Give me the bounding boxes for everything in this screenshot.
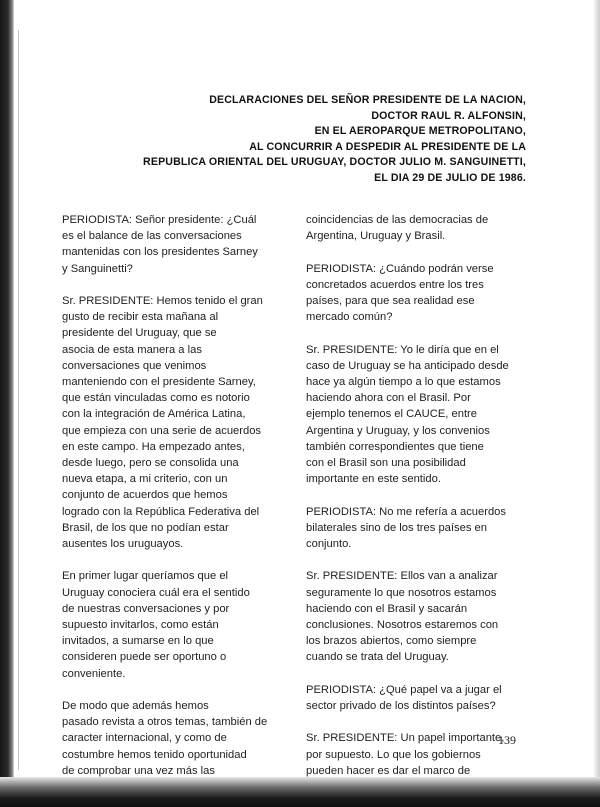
- right-text-column: [306, 212, 526, 795]
- text-line: conveniente.: [62, 667, 126, 680]
- text-line: mercado común?: [306, 311, 393, 324]
- paragraph: [306, 730, 526, 779]
- paragraph: [306, 504, 526, 553]
- text-line: presidente del Uruguay, que se: [62, 327, 217, 340]
- text-line: PERIODISTA: ¿Qué papel va a jugar el: [306, 683, 502, 696]
- text-line: De modo que además hemos: [62, 700, 209, 713]
- paragraph: [62, 568, 282, 681]
- text-line: es el balance de las conversaciones: [62, 230, 242, 243]
- scan-binding-line: [18, 30, 19, 770]
- heading-line: REPUBLICA ORIENTAL DEL URUGUAY, DOCTOR JULIO M. SANGUINETTI,: [143, 156, 526, 169]
- text-line: de nuestras conversaciones y por: [62, 602, 230, 615]
- text-line: desde luego, pero se consolida una: [62, 457, 239, 470]
- text-line: PERIODISTA: No me refería a acuerdos: [306, 505, 506, 518]
- text-line: conclusiones. Nosotros estaremos con: [306, 619, 499, 632]
- text-line: pasado revista a otros temas, también de: [62, 716, 268, 729]
- text-line: Sr. PRESIDENTE: Yo le diría que en el: [306, 343, 499, 356]
- text-line: países, para que sea realidad ese: [306, 295, 475, 307]
- left-text-column: [62, 212, 282, 795]
- text-line: en este campo. Ha empezado antes,: [62, 440, 245, 453]
- text-line: concretados acuerdos entre los tres: [306, 278, 484, 291]
- text-line: que empieza con una serie de acuerdos: [62, 424, 262, 437]
- text-line: mantenidas con los presidentes Sarney: [62, 246, 258, 259]
- paragraph: [306, 682, 526, 714]
- text-line: En primer lugar queríamos que el: [62, 570, 229, 583]
- text-line: Brasil, de los que no podían estar: [62, 521, 229, 534]
- text-line: coincidencias de las democracias de: [306, 214, 489, 226]
- text-line: con el Brasil son una posibilidad: [306, 457, 466, 470]
- text-line: consideren puede ser oportuno o: [62, 651, 227, 664]
- text-line: asocia de esta manera a las: [62, 343, 202, 356]
- text-line: invitados, a sumarse en lo que: [62, 635, 214, 648]
- paragraph: [62, 212, 282, 277]
- text-line: Sr. PRESIDENTE: Un papel importante,: [306, 732, 505, 745]
- text-line: bilaterales sino de los tres países en: [306, 521, 487, 534]
- scan-right-edge: [594, 0, 600, 807]
- text-line: haciendo con el Brasil y sacarán: [306, 602, 468, 615]
- paragraph: [306, 212, 526, 244]
- text-line: que están vinculadas como es notorio: [62, 392, 250, 405]
- heading-line: AL CONCURRIR A DESPEDIR AL PRESIDENTE DE LA: [249, 140, 526, 153]
- text-line: conjunto de acuerdos que hemos: [62, 489, 228, 502]
- text-line: logrado con la República Federativa del: [62, 505, 260, 518]
- text-line: Sr. PRESIDENTE: Ellos van a analizar: [306, 570, 498, 583]
- paragraph: [306, 261, 526, 326]
- text-line: supuesto invitarlos, como están: [62, 619, 219, 632]
- scan-left-edge: [0, 0, 14, 807]
- text-line: conjunto.: [306, 538, 352, 551]
- text-line: PERIODISTA: ¿Cuándo podrán verse: [306, 262, 494, 275]
- text-line: manteniendo con el presidente Sarney,: [62, 376, 256, 389]
- text-line: de comprobar una vez más las: [62, 764, 215, 777]
- text-line: sector privado de los distintos países?: [306, 700, 496, 713]
- text-line: cuando se trata del Uruguay.: [306, 651, 449, 664]
- heading-line: EN EL AEROPARQUE METROPOLITANO,: [314, 125, 526, 138]
- text-line: Sr. PRESIDENTE: Hemos tenido el gran: [62, 295, 263, 307]
- text-line: por supuesto. Lo que los gobiernos: [306, 748, 481, 761]
- text-line: con la integración de América Latina,: [62, 408, 246, 421]
- heading-line: DECLARACIONES DEL SEÑOR PRESIDENTE DE LA NACION,: [209, 94, 526, 106]
- text-line: PERIODISTA: Señor presidente: ¿Cuál: [62, 214, 257, 226]
- text-line: caracter internacional, y como de: [62, 732, 227, 745]
- paragraph: [306, 568, 526, 665]
- text-line: Argentina, Uruguay y Brasil.: [306, 230, 446, 243]
- text-line: haciendo ahora con el Brasil. Por: [306, 392, 471, 405]
- document-heading: [46, 93, 526, 187]
- text-line: hace ya algún tiempo a lo que estamos: [306, 376, 501, 388]
- text-line: seguramente lo que nosotros estamos: [306, 586, 497, 599]
- page-number: 139: [498, 733, 516, 747]
- text-line: los brazos abiertos, como siempre: [306, 635, 477, 648]
- text-line: Argentina y Uruguay, y los convenios: [306, 424, 490, 437]
- text-line: caso de Uruguay se ha anticipado desde: [306, 359, 509, 372]
- text-line: Uruguay conociera cuál era el sentido: [62, 586, 250, 599]
- text-line: ausentes los uruguayos.: [62, 538, 184, 551]
- text-line: nueva etapa, a mi criterio, con un: [62, 473, 228, 486]
- text-line: costumbre hemos tenido oportunidad: [62, 748, 247, 761]
- text-line: importante en este sentido.: [306, 473, 441, 486]
- text-line: ejemplo tenemos el CAUCE, entre: [306, 408, 477, 421]
- paragraph: [62, 293, 282, 552]
- text-line: también correspondientes que tiene: [306, 440, 484, 453]
- heading-line: EL DIA 29 DE JULIO DE 1986.: [374, 171, 526, 184]
- paragraph: [306, 342, 526, 488]
- text-line: gusto de recibir esta mañana al: [62, 311, 219, 324]
- text-line: pueden hacer es dar el marco de: [306, 764, 471, 777]
- heading-line: DOCTOR RAUL R. ALFONSIN,: [371, 109, 526, 122]
- text-line: conversaciones que venimos: [62, 359, 207, 372]
- paragraph: [62, 698, 282, 779]
- text-line: y Sanguinetti?: [62, 262, 133, 275]
